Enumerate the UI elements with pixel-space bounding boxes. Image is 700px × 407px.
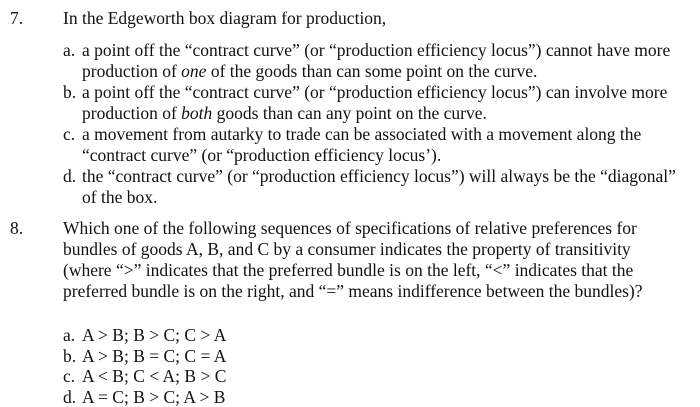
- option-text: [82, 40, 678, 82]
- option-letter: b.: [63, 82, 82, 124]
- option-d: [63, 387, 678, 407]
- option-text: [82, 82, 678, 124]
- question-number: 8.: [10, 218, 50, 239]
- option-c: [63, 366, 678, 387]
- question-stem: Which one of the following sequences of specifications of relative preferences for bundles of goods A, B, and C by a consumer indicates the property of transitivity (where “>” indicates that the preferred bundle is on the left, “<” indicates that the preferred bundle is on the right, and “=” means indifference between the bundles)?: [63, 218, 678, 302]
- option-letter: c.: [63, 124, 82, 166]
- option-a: [63, 40, 678, 82]
- option-text: A > B; B > C; C > A: [82, 325, 678, 346]
- option-list: [63, 40, 678, 208]
- option-letter: d.: [63, 387, 82, 407]
- option-text: the “contract curve” (or “production efficiency locus”) will always be the “diagonal” of the box.: [82, 166, 678, 208]
- option-text-part: of the goods than can some point on the curve.: [206, 61, 537, 81]
- option-text: A > B; B = C; C = A: [82, 346, 678, 367]
- question-stem: In the Edgeworth box diagram for production,: [63, 8, 678, 29]
- option-text: A < B; C < A; B > C: [82, 366, 678, 387]
- option-text: A = C; B > C; A > B: [82, 387, 678, 407]
- question-7: [63, 8, 678, 208]
- option-letter: a.: [63, 325, 82, 346]
- option-text-part: a point off the “contract curve” (or “production efficiency locus”) cannot have more production of: [82, 40, 670, 81]
- option-emphasis: one: [181, 61, 206, 81]
- option-text: a movement from autarky to trade can be associated with a movement along the “contract curve” (or “production efficiency locus’).: [82, 124, 678, 166]
- option-letter: c.: [63, 366, 82, 387]
- option-c: [63, 124, 678, 166]
- option-text-part: a point off the “contract curve” (or “production efficiency locus”) can involve more production of: [82, 82, 667, 123]
- option-list: [63, 325, 678, 407]
- option-letter: d.: [63, 166, 82, 208]
- option-emphasis: both: [181, 103, 212, 123]
- option-b: [63, 82, 678, 124]
- option-b: [63, 346, 678, 367]
- option-d: [63, 166, 678, 208]
- option-a: [63, 325, 678, 346]
- option-letter: a.: [63, 40, 82, 82]
- option-text-part: goods than can any point on the curve.: [212, 103, 487, 123]
- question-8: [63, 218, 678, 407]
- question-number: 7.: [10, 8, 50, 29]
- option-letter: b.: [63, 346, 82, 367]
